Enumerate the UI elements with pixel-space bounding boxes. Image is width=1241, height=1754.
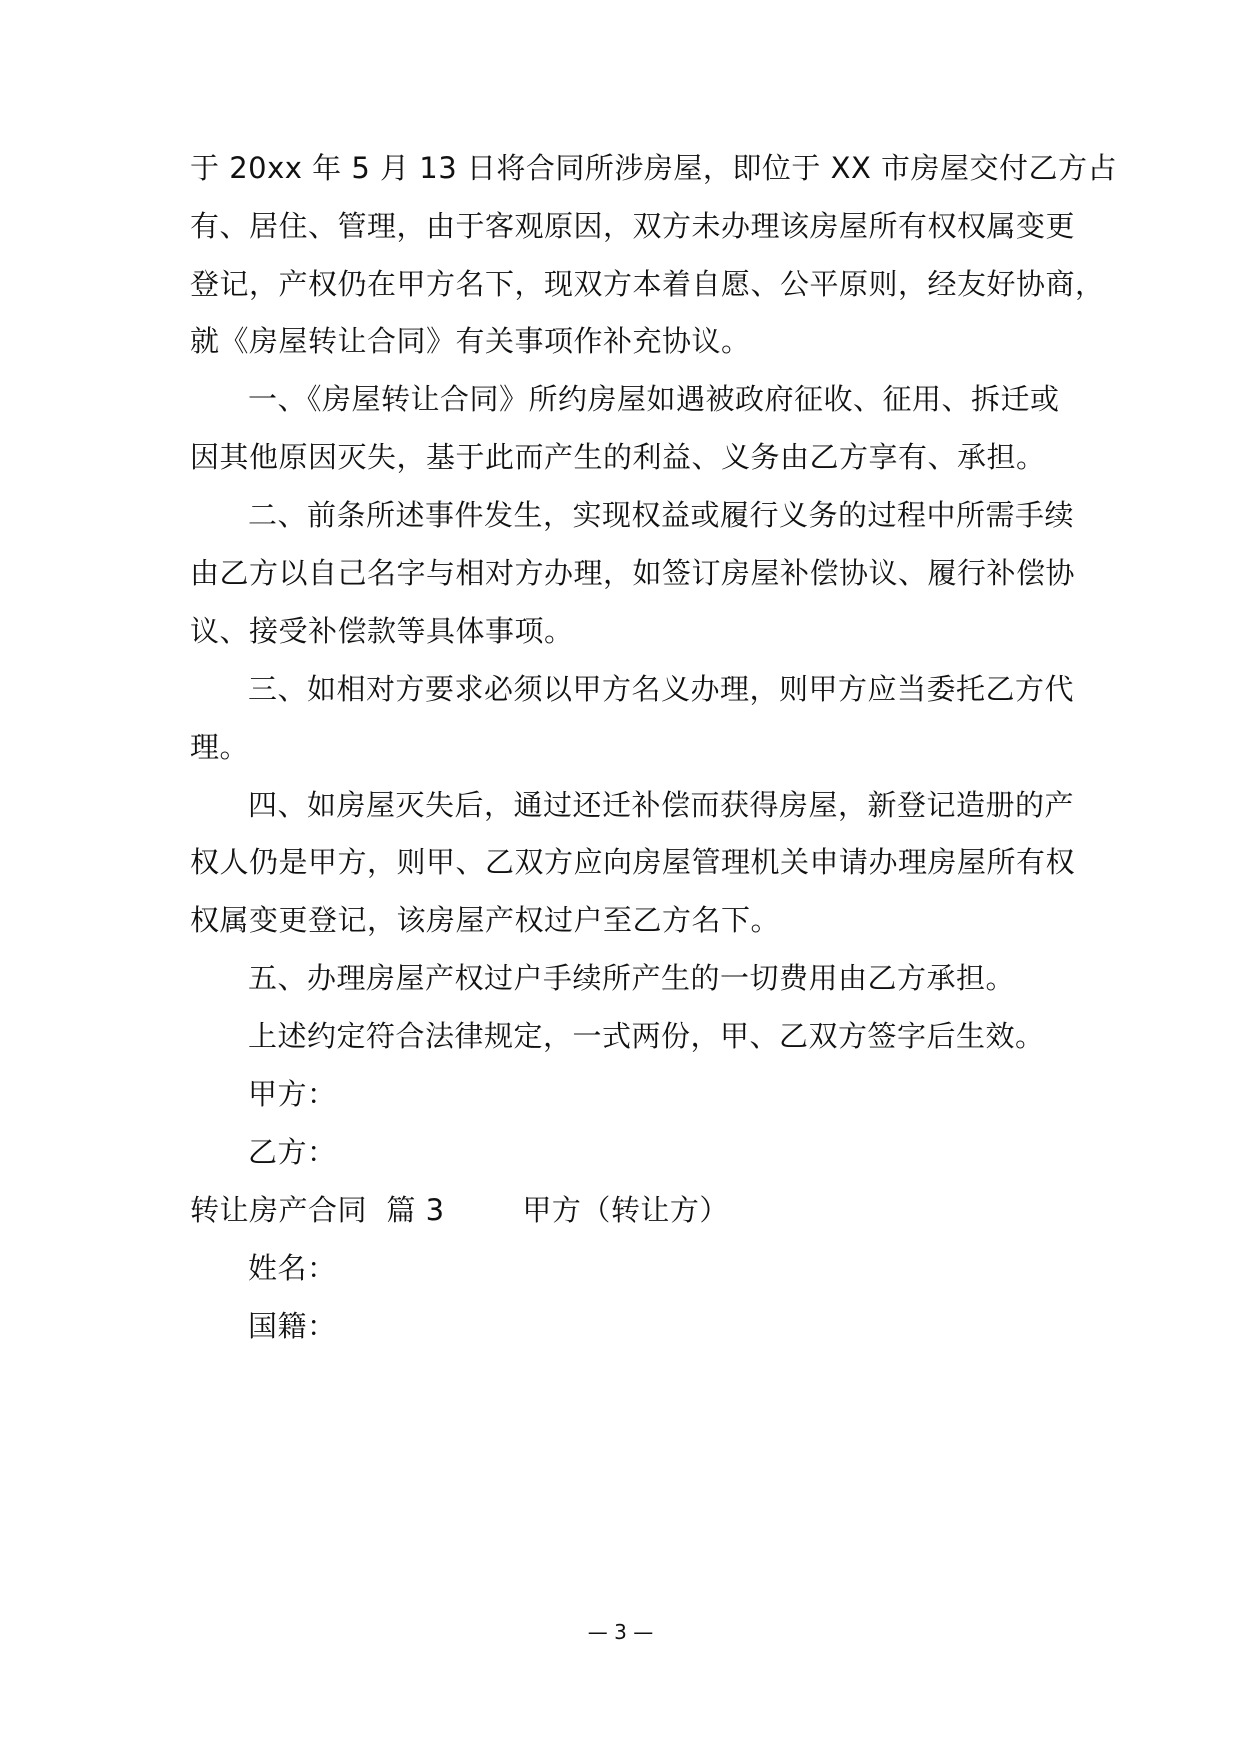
clause-four-line: 四、如房屋灭失后，通过还迁补偿而获得房屋，新登记造册的产 bbox=[248, 788, 1075, 822]
clause-one-line: 一、《房屋转让合同》所约房屋如遇被政府征收、征用、拆迁或 bbox=[248, 382, 1060, 416]
text-line: 就《房屋转让合同》有关事项作补充协议。 bbox=[190, 324, 751, 358]
validity-statement: 上述约定符合法律规定，一式两份，甲、乙双方签字后生效。 bbox=[248, 1019, 1045, 1053]
party-b-signature-label: 乙方： bbox=[248, 1135, 337, 1169]
section-heading: 转让房产合同 篇 3 甲方（转让方） bbox=[190, 1193, 729, 1227]
clause-three-line: 三、如相对方要求必须以甲方名义办理，则甲方应当委托乙方代 bbox=[248, 672, 1075, 706]
text-line: 理。 bbox=[190, 730, 250, 764]
text-line: 权人仍是甲方，则甲、乙双方应向房屋管理机关申请办理房屋所有权 bbox=[190, 845, 1076, 879]
clause-two-line: 二、前条所述事件发生，实现权益或履行义务的过程中所需手续 bbox=[248, 498, 1075, 532]
text-line: 于 20xx 年 5 月 13 日将合同所涉房屋，即位于 XX 市房屋交付乙方占 bbox=[190, 151, 1118, 185]
text-line: 登记，产权仍在甲方名下，现双方本着自愿、公平原则，经友好协商， bbox=[190, 267, 1105, 301]
text-line: 有、居住、管理，由于客观原因，双方未办理该房屋所有权权属变更 bbox=[190, 209, 1076, 243]
nationality-field-label: 国籍： bbox=[248, 1309, 337, 1343]
party-a-signature-label: 甲方： bbox=[248, 1077, 337, 1111]
clause-five-line: 五、办理房屋产权过户手续所产生的一切费用由乙方承担。 bbox=[248, 961, 1016, 995]
text-line: 议、接受补偿款等具体事项。 bbox=[190, 614, 574, 648]
name-field-label: 姓名： bbox=[248, 1251, 337, 1285]
text-line: 因其他原因灭失，基于此而产生的利益、义务由乙方享有、承担。 bbox=[190, 440, 1046, 474]
text-line: 由乙方以自己名字与相对方办理，如签订房屋补偿协议、履行补偿协 bbox=[190, 556, 1076, 590]
text-line: 权属变更登记，该房屋产权过户至乙方名下。 bbox=[190, 903, 781, 937]
page-number: — 3 — bbox=[587, 1620, 654, 1644]
